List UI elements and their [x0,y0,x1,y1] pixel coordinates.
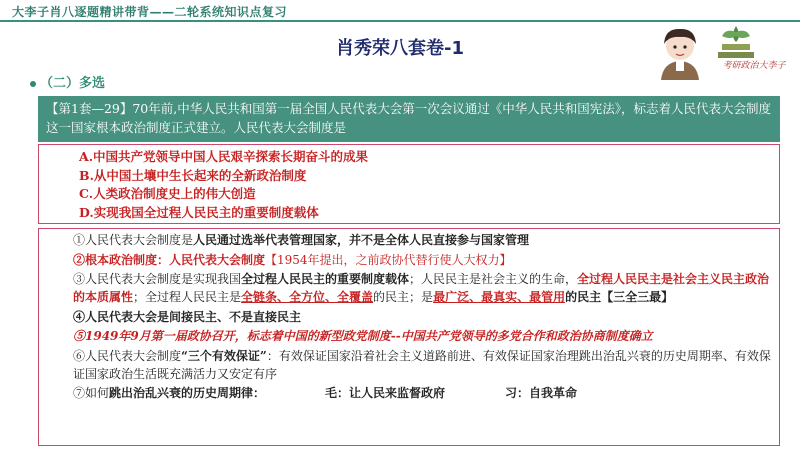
note-3-three-full: 全链条、全方位、全覆盖 [241,290,374,304]
header-course-title: 大李子肖八逐题精讲带背——二轮系统知识点复习 [12,5,288,19]
note-2 [45,251,773,269]
note-7-lead: ⑦如何 [73,386,110,400]
note-4: ④人民代表大会是间接民主、不是直接民主 [73,309,302,324]
note-7 [45,384,773,402]
note-1-lead: ①人民代表大会制度是 [73,233,194,247]
note-3-lead: ③人民代表大会制度是实现我国 [73,272,242,286]
note-6-detail: ：有效保证国家沿着社会主义道路前进、有效保证国家治理跳出治乱兴衰的历史周期率、有效保证国家政治生活既充满活力又安定有序 [73,348,771,381]
teacher-avatar-icon [651,22,709,80]
note-3-mid: ；人民民主是社会主义的生命， [409,272,578,286]
option-b: B.从中国土壤中生长起来的全新政治制度 [79,167,307,183]
note-7-mao: 毛：让人民来监督政府 [325,386,446,400]
page-title: 肖秀荣八套卷-1 [336,38,464,59]
note-5: ⑤1949年9月第一届政协召开，标志着中国的新型政党制度--中国共产党领导的多党合作和政治协商制度确立 [73,329,653,343]
note-6-lead: ⑥人民代表大会制度 [73,348,182,363]
note-6 [45,347,773,383]
note-1 [45,231,773,249]
note-2-detail: 【1954年提出，之前政协代替行使人大权力】 [265,252,512,267]
brand-logo-text: 考研政治大李子 [722,61,786,71]
answer-options [38,144,780,224]
note-3 [45,270,773,306]
note-3-mid3: 的民主；是 [373,290,434,304]
note-7-key: 跳出治乱兴衰的历史周期律： [109,386,266,400]
note-2-key: ②根本政治制度：人民代表大会制度 [73,252,266,267]
note-7-xi: 习：自我革命 [505,386,578,400]
explanation-notes [38,228,780,446]
note-6-key: “三个有效保证” [181,348,267,363]
section-label-text: （二）多选 [40,76,106,91]
section-label [30,72,105,91]
option-d: D.实现我国全过程人民民主的重要制度载体 [79,204,319,220]
note-3-tail: 的民主【三全三最】 [565,290,674,304]
option-a: A.中国共产党领导中国人民艰辛探索长期奋斗的成果 [79,149,369,164]
note-3-key: 全过程人民民主的重要制度载体 [241,272,410,286]
question-text: 【第1套—29】70年前,中华人民共和国第一届全国人民代表大会第一次会议通过《中华人民共和国宪法》，标志着人民代表大会制度这一国家根本政治制度正式建立。人民代表大会制度是 [46,101,771,135]
note-1-key: 人民通过选举代表管理国家，并不是全体人民直接参与国家管理 [193,233,530,247]
note-3-essence: 全过程人民民主是社会主义民主政治的本质属性 [73,272,770,304]
section-bullet-icon [30,81,36,87]
option-c: C.人类政治制度史上的伟大创造 [79,186,256,201]
top-header-bar [0,0,800,22]
question-box [38,96,780,142]
note-3-mid2: ；全过程人民民主是 [133,290,242,304]
note-3-three-most: 最广泛、最真实、最管用 [433,290,566,304]
